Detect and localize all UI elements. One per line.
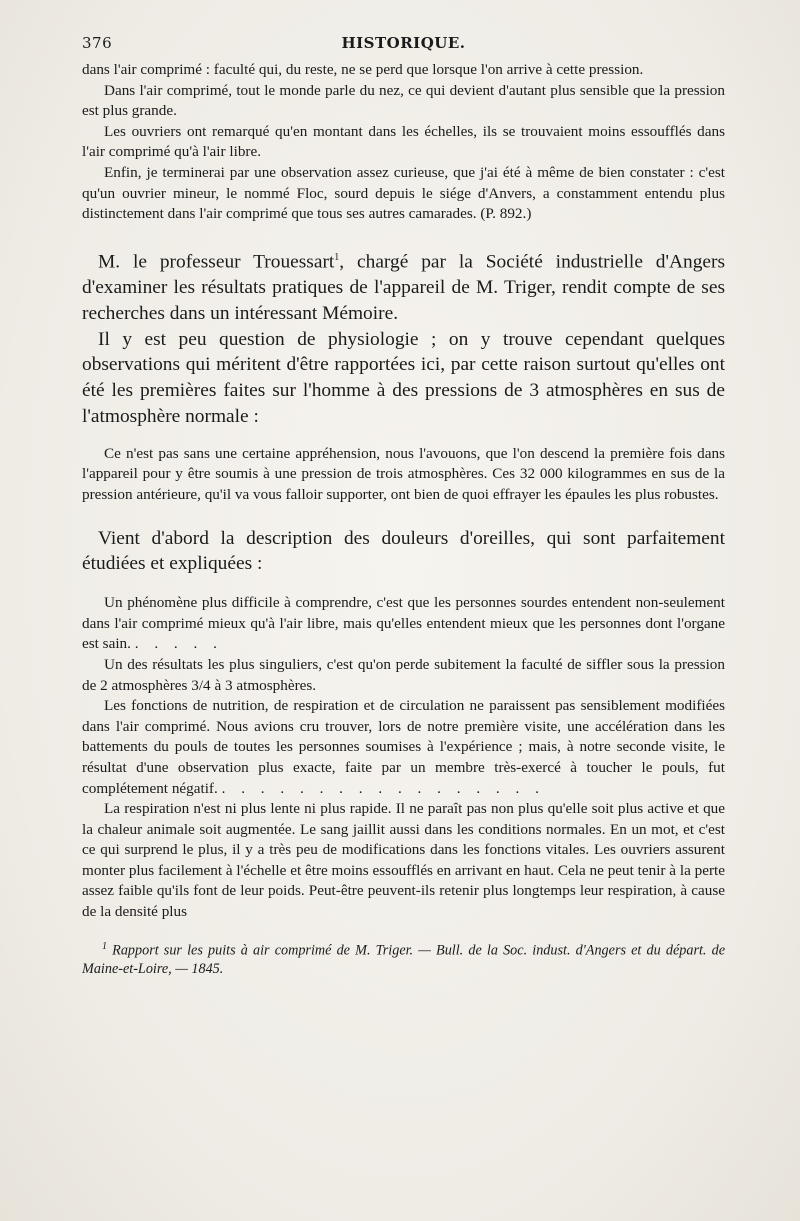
body-paragraph — [82, 245, 725, 327]
body-paragraph: Vient d'abord la description des douleurs d'oreilles, qui sont parfaitement étudiées et expliquées : — [82, 527, 725, 575]
quote-block-top — [82, 60, 725, 225]
quote-paragraph: Un des résultats les plus singuliers, c'est qu'on perde subitement la faculté de siffler sous la pression de 2 atmosphères 3/4 à 3 atmosphères. — [82, 655, 725, 694]
quote-block-bottom — [82, 593, 725, 923]
quote-paragraph: Les ouvriers ont remarqué qu'en montant dans les échelles, ils se trouvaient moins essoufflés dans l'air comprimé qu'à l'air libre. — [82, 122, 725, 161]
footnote-marker: 1 — [102, 940, 107, 952]
quote-paragraph: dans l'air comprimé : faculté qui, du reste, ne se perd que lorsque l'on arrive à cette pression. — [82, 61, 644, 78]
footnote — [82, 937, 725, 980]
quote-paragraph: La respiration n'est ni plus lente ni plus rapide. Il ne paraît pas non plus qu'elle soit plus active et que la chaleur animale soit augmentée. Le sang jaillit aussi dans les conditions normales. En un mot, et c'est ce qui surprend le plus, il y a très peu de modifications dans les fonctions vitales. Les ouvriers assurent monter plus facilement à l'échelle et être moins essoufflés en arrivant en haut. Cela ne peut tenir à la perte assez faible qu'ils font de leur poids. Peut-être peuvent-ils retenir plus longtemps leur respiration, à cause de la densité plus — [82, 800, 725, 921]
quote-block-middle — [82, 444, 725, 506]
footnote-body: Rapport sur les puits à air comprimé de M. Triger. — Bull. de la Soc. indust. d'Angers et du départ. de Maine-et-Loire, — 1845. — [82, 942, 725, 978]
ellipsis-dots: . . . . . — [134, 635, 223, 653]
body-text: , chargé par la Société industrielle d'Angers d'examiner les résultats pratiques de l'appareil de M. Triger, rendit compte de ses recherches dans un intéressant Mémoire. — [82, 251, 725, 324]
quote-text: Un phénomène plus difficile à comprendre, c'est que les personnes sourdes entendent non-seulement dans l'air comprimé mieux qu'à l'air libre, mais qu'elles entendent mieux que les personnes dont l'organe est sain. — [82, 594, 725, 653]
quote-text: Les fonctions de nutrition, de respiration et de circulation ne paraissent pas sensiblement modifiées dans l'air comprimé. Nous avions cru trouver, lors de notre première visite, une accélération dans les battements du pouls de toutes les personnes soumises à l'expérience ; mais, à notre seconde visite, le résultat d'une observation plus exacte, faite par un membre très-exercé à toucher le pouls, fut complétement négatif. — [82, 697, 725, 797]
quote-paragraph — [82, 696, 725, 799]
body-text: M. le professeur Trouessart — [98, 251, 335, 273]
footnote-text — [82, 937, 725, 980]
running-title: HISTORIQUE. — [341, 34, 466, 52]
quote-paragraph: Ce n'est pas sans une certaine appréhension, nous l'avouons, que l'on descend la première fois dans l'appareil pour y être soumis à une pression de trois atmosphères. Ces 32 000 kilogrammes en sus de la pression antérieure, qu'il va vous falloir supporter, ont bien de quoi effrayer les épaules les plus robustes. — [82, 444, 725, 503]
main-text-section-2 — [82, 526, 725, 578]
footnote-reference: 1 — [334, 251, 340, 263]
page-header — [82, 34, 725, 60]
quote-paragraph: Enfin, je terminerai par une observation assez curieuse, que j'ai été à même de bien constater : c'est qu'un ouvrier mineur, le nommé Floc, sourd depuis le siége d'Anvers, a constamment entendu plus distinctement dans l'air comprimé que tous ses autres camarades. (P. 892.) — [82, 163, 725, 223]
body-paragraph: Il y est peu question de physiologie ; on y trouve cependant quelques observations qui méritent d'être rapportées ici, par cette raison surtout qu'elles ont été les premières faites sur l'homme à des pressions de 3 atmosphères en sus de l'atmosphère normale : — [82, 328, 725, 427]
quote-paragraph: Dans l'air comprimé, tout le monde parle du nez, ce qui devient d'autant plus sensible que la pression est plus grande. — [82, 81, 725, 120]
page-number: 376 — [82, 34, 113, 52]
quote-paragraph — [82, 593, 725, 655]
main-text-section-1 — [82, 245, 725, 430]
ellipsis-dots: . . . . . . . . . . . . . . . . . — [221, 779, 545, 797]
